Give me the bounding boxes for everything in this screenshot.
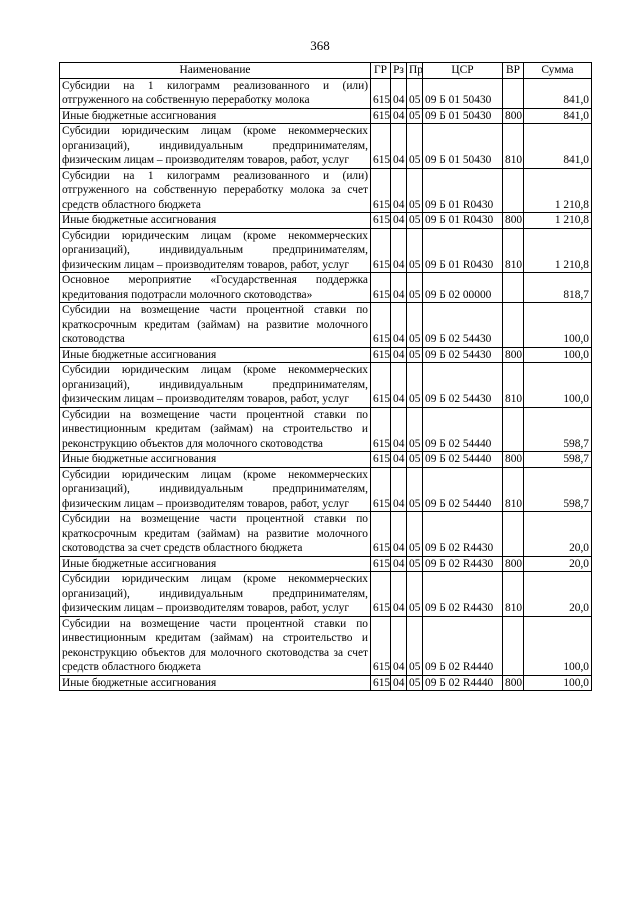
cell-name: Иные бюджетные ассигнования (60, 213, 371, 229)
cell-pr: 05 (407, 78, 423, 108)
cell-pr: 05 (407, 556, 423, 572)
budget-table (59, 62, 592, 691)
cell-sum: 1 210,8 (524, 228, 592, 273)
cell-csr: 09 Б 02 54440 (423, 407, 503, 452)
cell-pr: 05 (407, 213, 423, 229)
cell-gr: 615 (371, 303, 391, 348)
table-row (60, 467, 592, 512)
table-row (60, 675, 592, 691)
cell-name: Субсидии юридическим лицам (кроме некоммерческих организаций), индивидуальным предпринимателям, физическим лицам – производителям товаров, работ, услуг (60, 467, 371, 512)
cell-rz: 04 (391, 213, 407, 229)
cell-csr: 09 Б 01 50430 (423, 124, 503, 169)
cell-vr (503, 168, 524, 213)
cell-name: Субсидии юридическим лицам (кроме некоммерческих организаций), индивидуальным предпринимателям, физическим лицам – производителям товаров, работ, услуг (60, 124, 371, 169)
cell-sum: 818,7 (524, 273, 592, 303)
cell-name: Субсидии на возмещение части процентной ставки по инвестиционным кредитам (займам) на строительство и реконструкцию объектов для молочного скотоводства (60, 407, 371, 452)
cell-rz: 04 (391, 78, 407, 108)
cell-csr: 09 Б 01 R0430 (423, 168, 503, 213)
cell-gr: 615 (371, 452, 391, 468)
table-body (60, 78, 592, 691)
header-vr: ВР (503, 63, 524, 79)
cell-gr: 615 (371, 347, 391, 363)
cell-gr: 615 (371, 556, 391, 572)
cell-vr: 800 (503, 213, 524, 229)
cell-pr: 05 (407, 467, 423, 512)
header-pr: Пр (407, 63, 423, 79)
cell-vr (503, 407, 524, 452)
table-row (60, 556, 592, 572)
cell-name: Основное мероприятие «Государственная поддержка кредитования подотрасли молочного скотоводства» (60, 273, 371, 303)
cell-csr: 09 Б 02 54440 (423, 467, 503, 512)
cell-sum: 100,0 (524, 675, 592, 691)
cell-name: Иные бюджетные ассигнования (60, 452, 371, 468)
cell-rz: 04 (391, 616, 407, 675)
cell-csr: 09 Б 02 R4430 (423, 572, 503, 617)
cell-rz: 04 (391, 347, 407, 363)
cell-name: Иные бюджетные ассигнования (60, 675, 371, 691)
table-row (60, 78, 592, 108)
cell-sum: 598,7 (524, 452, 592, 468)
cell-rz: 04 (391, 363, 407, 408)
table-row (60, 108, 592, 124)
cell-csr: 09 Б 02 54430 (423, 347, 503, 363)
cell-sum: 1 210,8 (524, 213, 592, 229)
cell-sum: 100,0 (524, 303, 592, 348)
cell-name: Иные бюджетные ассигнования (60, 556, 371, 572)
cell-name: Субсидии на возмещение части процентной ставки по инвестиционным кредитам (займам) на строительство и реконструкцию объектов для молочного скотоводства за счет средств областного бюджета (60, 616, 371, 675)
table-row (60, 273, 592, 303)
cell-rz: 04 (391, 512, 407, 557)
cell-gr: 615 (371, 363, 391, 408)
table-row (60, 347, 592, 363)
cell-name: Субсидии юридическим лицам (кроме некоммерческих организаций), индивидуальным предпринимателям, физическим лицам – производителям товаров, работ, услуг (60, 363, 371, 408)
cell-rz: 04 (391, 124, 407, 169)
cell-gr: 615 (371, 228, 391, 273)
cell-gr: 615 (371, 78, 391, 108)
cell-vr: 800 (503, 108, 524, 124)
cell-vr: 810 (503, 467, 524, 512)
cell-pr: 05 (407, 616, 423, 675)
cell-sum: 100,0 (524, 347, 592, 363)
cell-rz: 04 (391, 228, 407, 273)
cell-vr (503, 273, 524, 303)
table-row (60, 572, 592, 617)
cell-csr: 09 Б 02 00000 (423, 273, 503, 303)
cell-sum: 841,0 (524, 124, 592, 169)
page-number: 368 (310, 38, 330, 53)
cell-csr: 09 Б 02 R4430 (423, 512, 503, 557)
table-row (60, 228, 592, 273)
cell-name: Иные бюджетные ассигнования (60, 108, 371, 124)
header-rz: Рз (391, 63, 407, 79)
cell-rz: 04 (391, 556, 407, 572)
cell-csr: 09 Б 01 R0430 (423, 213, 503, 229)
table-row (60, 616, 592, 675)
cell-vr: 810 (503, 572, 524, 617)
cell-pr: 05 (407, 363, 423, 408)
cell-rz: 04 (391, 303, 407, 348)
cell-rz: 04 (391, 108, 407, 124)
table-row (60, 213, 592, 229)
cell-vr: 810 (503, 363, 524, 408)
cell-gr: 615 (371, 512, 391, 557)
cell-pr: 05 (407, 303, 423, 348)
cell-gr: 615 (371, 124, 391, 169)
cell-sum: 20,0 (524, 512, 592, 557)
cell-vr: 800 (503, 452, 524, 468)
cell-rz: 04 (391, 452, 407, 468)
table-row (60, 168, 592, 213)
header-csr: ЦСР (423, 63, 503, 79)
cell-pr: 05 (407, 407, 423, 452)
cell-gr: 615 (371, 467, 391, 512)
table-header-row (60, 63, 592, 79)
header-sum: Сумма (524, 63, 592, 79)
cell-name: Субсидии на 1 килограмм реализованного и (или) отгруженного на собственную переработку молока (60, 78, 371, 108)
cell-gr: 615 (371, 108, 391, 124)
cell-rz: 04 (391, 572, 407, 617)
cell-name: Субсидии юридическим лицам (кроме некоммерческих организаций), индивидуальным предпринимателям, физическим лицам – производителям товаров, работ, услуг (60, 228, 371, 273)
cell-gr: 615 (371, 675, 391, 691)
cell-pr: 05 (407, 124, 423, 169)
cell-vr: 810 (503, 228, 524, 273)
cell-gr: 615 (371, 273, 391, 303)
cell-sum: 100,0 (524, 363, 592, 408)
table-row (60, 303, 592, 348)
cell-csr: 09 Б 01 50430 (423, 108, 503, 124)
cell-name: Иные бюджетные ассигнования (60, 347, 371, 363)
cell-pr: 05 (407, 347, 423, 363)
cell-vr: 800 (503, 675, 524, 691)
cell-csr: 09 Б 01 R0430 (423, 228, 503, 273)
cell-vr: 800 (503, 347, 524, 363)
table-row (60, 512, 592, 557)
cell-gr: 615 (371, 213, 391, 229)
cell-pr: 05 (407, 512, 423, 557)
cell-sum: 598,7 (524, 467, 592, 512)
cell-pr: 05 (407, 675, 423, 691)
cell-sum: 598,7 (524, 407, 592, 452)
cell-vr: 800 (503, 556, 524, 572)
cell-sum: 841,0 (524, 78, 592, 108)
cell-vr (503, 303, 524, 348)
cell-vr: 810 (503, 124, 524, 169)
cell-csr: 09 Б 02 R4440 (423, 675, 503, 691)
cell-pr: 05 (407, 273, 423, 303)
table-row (60, 363, 592, 408)
cell-gr: 615 (371, 616, 391, 675)
cell-rz: 04 (391, 273, 407, 303)
cell-csr: 09 Б 02 R4440 (423, 616, 503, 675)
cell-name: Субсидии на возмещение части процентной ставки по краткосрочным кредитам (займам) на развитие молочного скотоводства за счет средств областного бюджета (60, 512, 371, 557)
cell-pr: 05 (407, 108, 423, 124)
cell-rz: 04 (391, 168, 407, 213)
cell-name: Субсидии на 1 килограмм реализованного и (или) отгруженного на собственную переработку молока за счет средств областного бюджета (60, 168, 371, 213)
cell-sum: 20,0 (524, 572, 592, 617)
table-row (60, 124, 592, 169)
header-gr: ГР (371, 63, 391, 79)
cell-csr: 09 Б 02 54430 (423, 303, 503, 348)
cell-vr (503, 616, 524, 675)
cell-pr: 05 (407, 228, 423, 273)
table-row (60, 407, 592, 452)
cell-name: Субсидии на возмещение части процентной ставки по краткосрочным кредитам (займам) на развитие молочного скотоводства (60, 303, 371, 348)
cell-sum: 1 210,8 (524, 168, 592, 213)
cell-gr: 615 (371, 168, 391, 213)
header-name: Наименование (60, 63, 371, 79)
cell-gr: 615 (371, 572, 391, 617)
cell-rz: 04 (391, 675, 407, 691)
cell-csr: 09 Б 02 54430 (423, 363, 503, 408)
cell-rz: 04 (391, 467, 407, 512)
cell-vr (503, 512, 524, 557)
cell-sum: 100,0 (524, 616, 592, 675)
cell-name: Субсидии юридическим лицам (кроме некоммерческих организаций), индивидуальным предпринимателям, физическим лицам – производителям товаров, работ, услуг (60, 572, 371, 617)
cell-csr: 09 Б 02 R4430 (423, 556, 503, 572)
cell-pr: 05 (407, 452, 423, 468)
cell-gr: 615 (371, 407, 391, 452)
cell-sum: 841,0 (524, 108, 592, 124)
cell-pr: 05 (407, 572, 423, 617)
cell-sum: 20,0 (524, 556, 592, 572)
table-row (60, 452, 592, 468)
cell-vr (503, 78, 524, 108)
cell-csr: 09 Б 02 54440 (423, 452, 503, 468)
cell-pr: 05 (407, 168, 423, 213)
cell-rz: 04 (391, 407, 407, 452)
cell-csr: 09 Б 01 50430 (423, 78, 503, 108)
